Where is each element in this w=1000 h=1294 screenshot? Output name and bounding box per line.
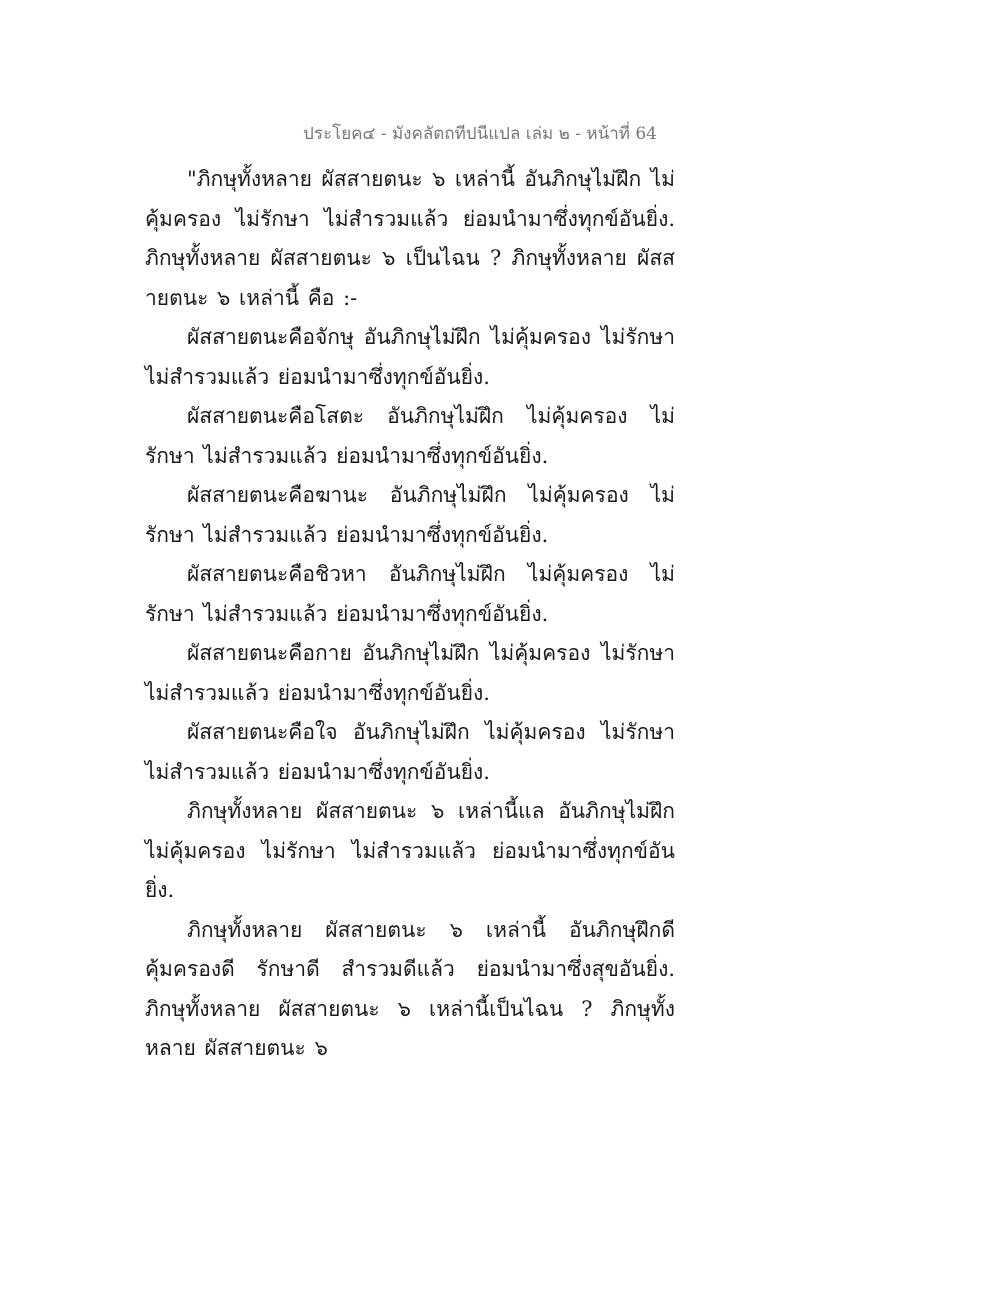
- paragraph-intro: "ภิกษุทั้งหลาย ผัสสายตนะ ๖ เหล่านี้ อันภิกษุไม่ฝึก ไม่คุ้มครอง ไม่รักษา ไม่สำรวมแล้ว ย่อมนำมาซึ่งทุกข์อันยิ่ง. ภิกษุทั้งหลาย ผัสสายตนะ ๖ เป็นไฉน ? ภิกษุทั้งหลาย ผัสสายตนะ ๖ เหล่านี้ คือ :-: [145, 167, 675, 310]
- paragraph-summary-untrained: ภิกษุทั้งหลาย ผัสสายตนะ ๖ เหล่านี้แล อันภิกษุไม่ฝึก ไม่คุ้มครอง ไม่รักษา ไม่สำรวมแล้ว ย่อมนำมาซึ่งทุกข์อันยิ่ง.: [145, 799, 675, 902]
- paragraph-trained: ภิกษุทั้งหลาย ผัสสายตนะ ๖ เหล่านี้ อันภิกษุฝึกดี คุ้มครองดี รักษาดี สำรวมดีแล้ว ย่อมนำมาซึ่งสุขอันยิ่ง. ภิกษุทั้งหลาย ผัสสายตนะ ๖ เหล่านี้เป็นไฉน ? ภิกษุทั้งหลาย ผัสสายตนะ ๖: [145, 917, 675, 1060]
- paragraph-body: ผัสสายตนะคือกาย อันภิกษุไม่ฝึก ไม่คุ้มครอง ไม่รักษา ไม่สำรวมแล้ว ย่อมนำมาซึ่งทุกข์อันยิ่ง.: [145, 641, 675, 705]
- paragraph-mind: ผัสสายตนะคือใจ อันภิกษุไม่ฝึก ไม่คุ้มครอง ไม่รักษา ไม่สำรวมแล้ว ย่อมนำมาซึ่งทุกข์อันยิ่ง.: [145, 720, 675, 784]
- body-text: [145, 160, 675, 1069]
- paragraph-eye: ผัสสายตนะคือจักษุ อันภิกษุไม่ฝึก ไม่คุ้มครอง ไม่รักษา ไม่สำรวมแล้ว ย่อมนำมาซึ่งทุกข์อันยิ่ง.: [145, 325, 675, 389]
- running-header: ประโยค๔ - มังคลัตถทีปนีแปล เล่ม ๒ - หน้าที่ 64: [303, 124, 657, 144]
- paragraph-ear: ผัสสายตนะคือโสตะ อันภิกษุไม่ฝึก ไม่คุ้มครอง ไม่รักษา ไม่สำรวมแล้ว ย่อมนำมาซึ่งทุกข์อันยิ่ง.: [145, 404, 675, 468]
- paragraph-nose: ผัสสายตนะคือฆานะ อันภิกษุไม่ฝึก ไม่คุ้มครอง ไม่รักษา ไม่สำรวมแล้ว ย่อมนำมาซึ่งทุกข์อันยิ่ง.: [145, 483, 675, 547]
- paragraph-tongue: ผัสสายตนะคือชิวหา อันภิกษุไม่ฝึก ไม่คุ้มครอง ไม่รักษา ไม่สำรวมแล้ว ย่อมนำมาซึ่งทุกข์อันยิ่ง.: [145, 562, 675, 626]
